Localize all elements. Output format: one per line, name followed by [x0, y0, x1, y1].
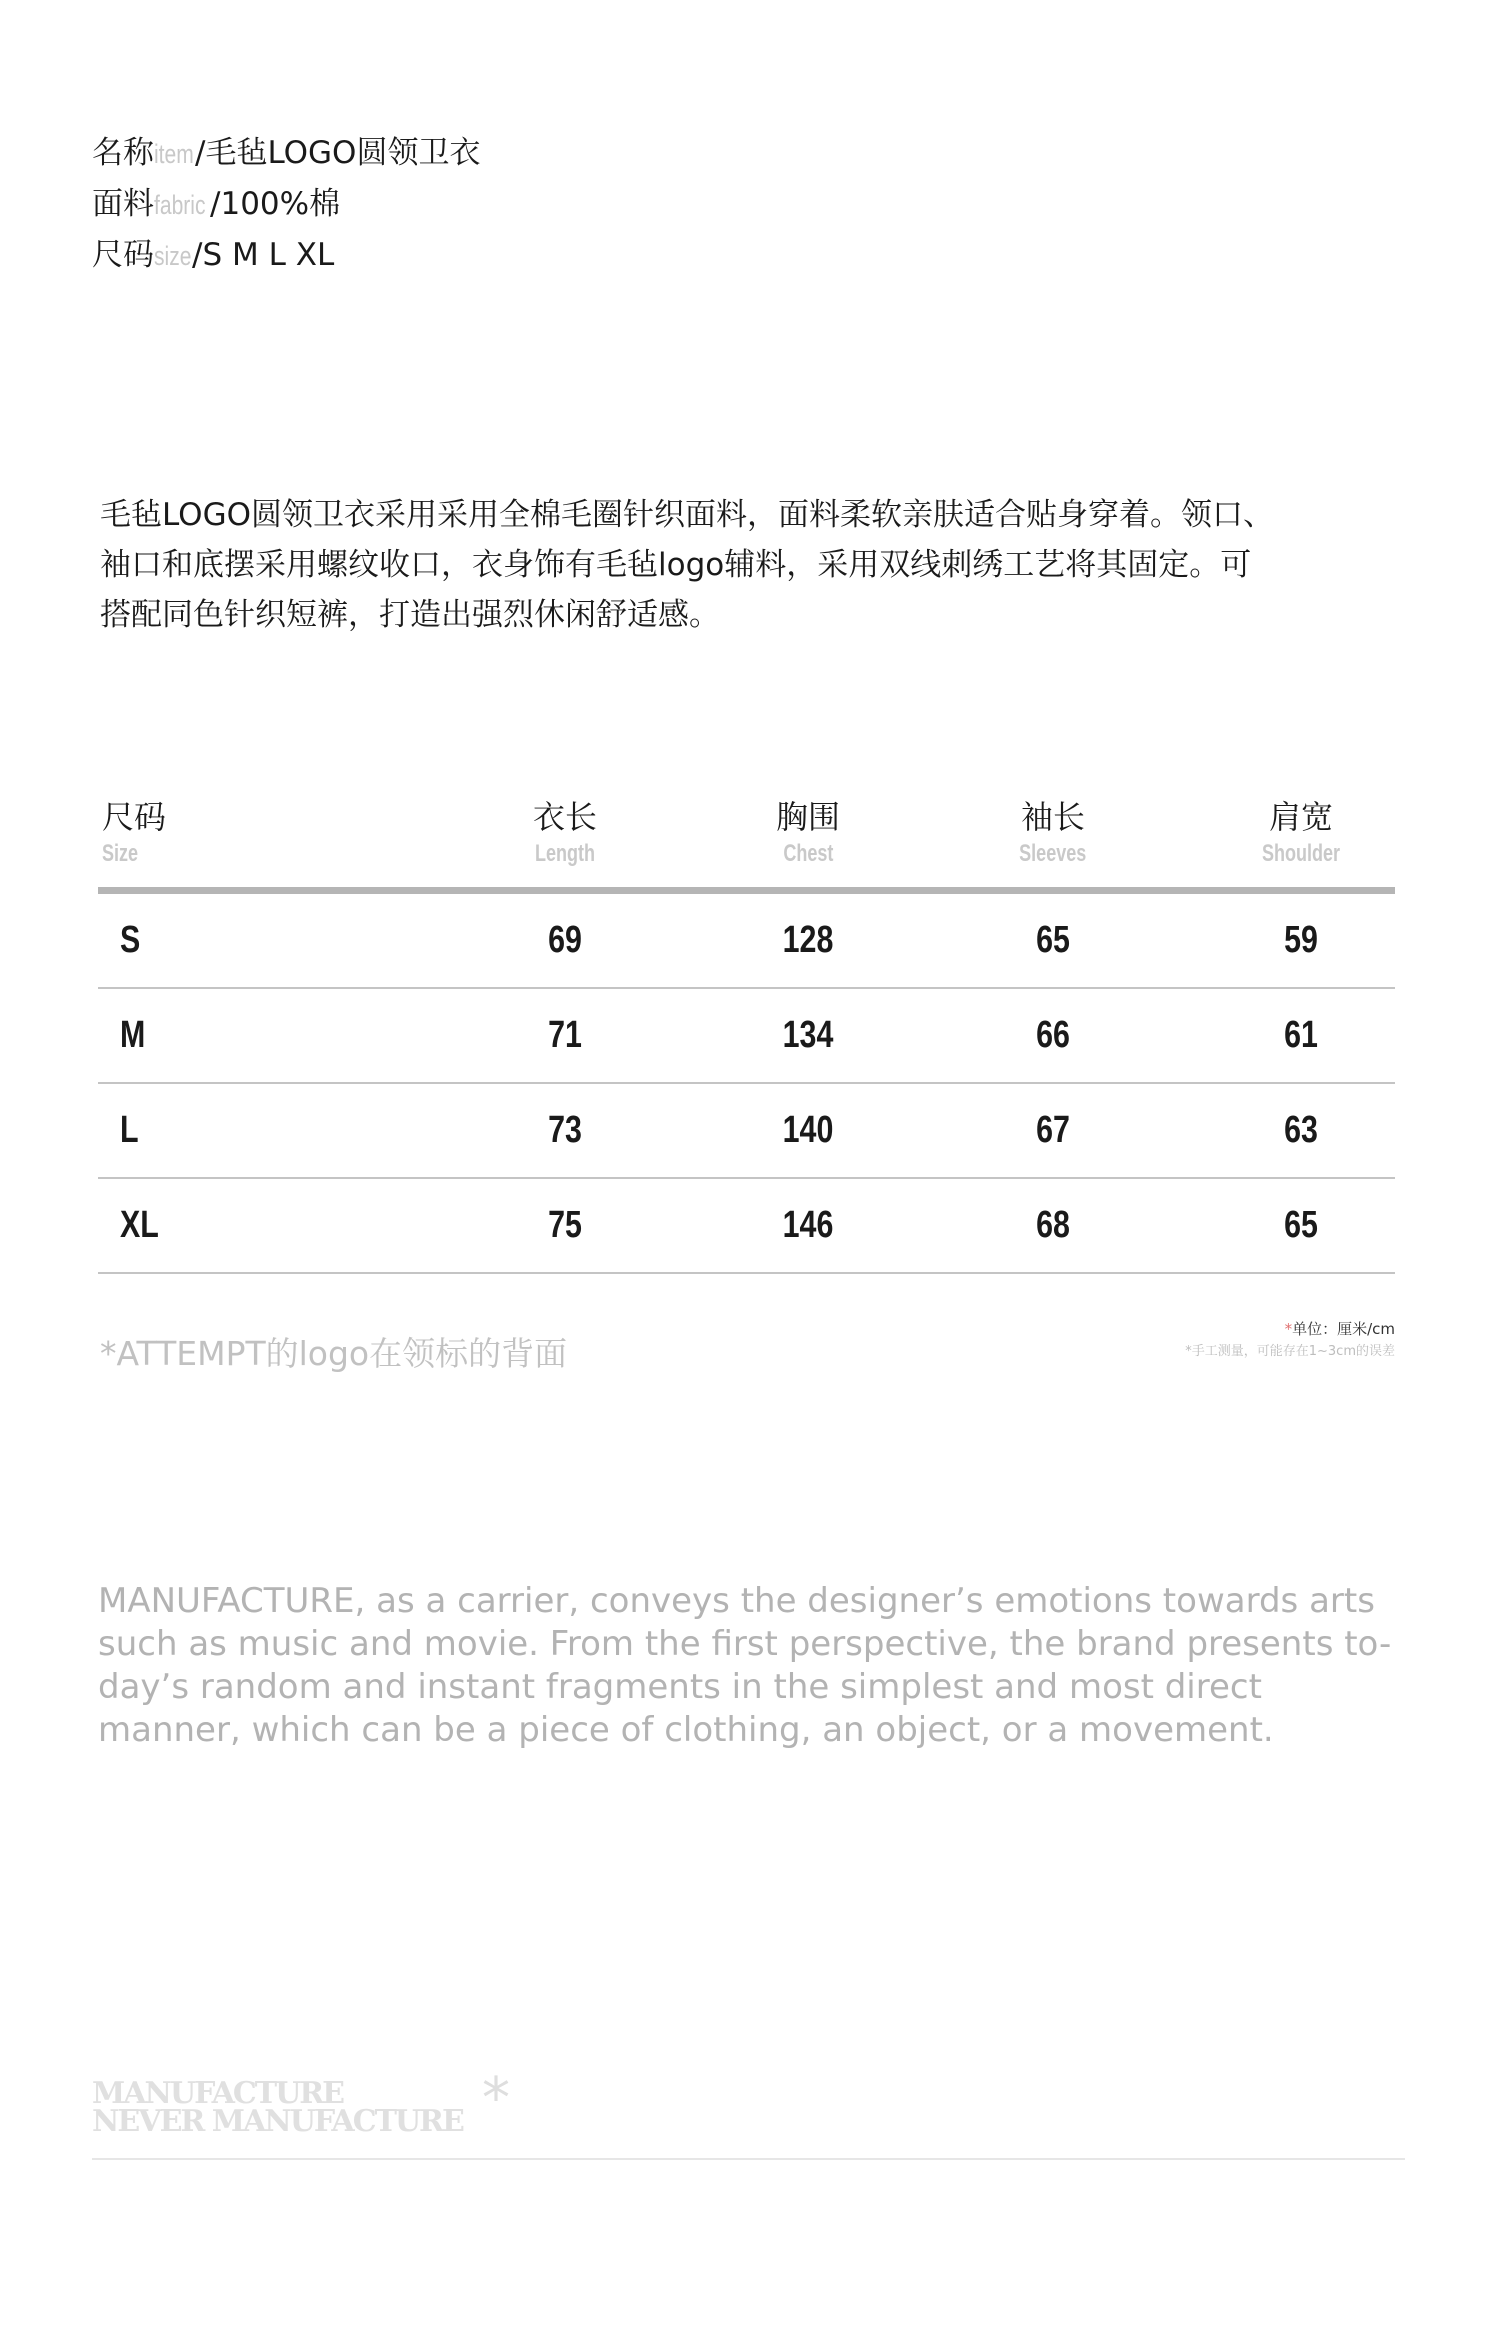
cell-shoulder: 59 — [1284, 919, 1318, 961]
item-name-value: /毛毡LOGO圆领卫衣 — [195, 135, 481, 171]
cell-size: M — [120, 1014, 146, 1056]
cell-shoulder: 63 — [1284, 1109, 1318, 1151]
brand-statement-line: such as music and movie. From the first perspective, the brand presents to- — [98, 1624, 1392, 1664]
header-chest-en: Chest — [782, 840, 834, 867]
bottom-divider — [92, 2158, 1405, 2160]
fabric-line — [92, 179, 480, 230]
cell-length: 69 — [548, 919, 582, 961]
cell-chest: 134 — [782, 1014, 834, 1056]
cell-sleeves: 66 — [1036, 1014, 1070, 1056]
item-name-label: 名称 — [92, 135, 154, 171]
cell-length: 73 — [548, 1109, 582, 1151]
header-size-zh: 尺码 — [102, 798, 167, 836]
item-name-en: item — [154, 139, 194, 169]
logo-location-note: *ATTEMPT的logo在领标的背面 — [100, 1334, 568, 1373]
brand-statement-line: MANUFACTURE, as a carrier, conveys the designer’s emotions towards arts — [98, 1581, 1375, 1621]
header-sleeves-en: Sleeves — [1019, 840, 1087, 867]
table-row — [98, 989, 1395, 1084]
item-name-line — [92, 128, 480, 179]
unit-star: * — [1284, 1320, 1293, 1338]
header-sleeves — [988, 795, 1118, 869]
logo-line-1: MANUFACTURE — [92, 2076, 344, 2111]
header-sleeves-zh: 袖长 — [1020, 798, 1085, 836]
size-en: size — [154, 241, 192, 271]
cell-sleeves: 68 — [1036, 1204, 1070, 1246]
table-row — [98, 1179, 1395, 1274]
header-chest-zh: 胸围 — [775, 798, 840, 836]
cell-shoulder: 61 — [1284, 1014, 1318, 1056]
table-row — [98, 1084, 1395, 1179]
cell-sleeves: 65 — [1036, 919, 1070, 961]
cell-chest: 128 — [782, 919, 834, 961]
product-info — [92, 128, 480, 281]
cell-size: S — [120, 919, 141, 961]
brand-statement-line: day’s random and instant fragments in the simplest and most direct — [98, 1667, 1262, 1707]
size-table — [98, 795, 1395, 1246]
cell-length: 71 — [548, 1014, 582, 1056]
header-shoulder-en: Shoulder — [1261, 840, 1340, 867]
description-line: 袖口和底摆采用螺纹收口，衣身饰有毛毡logo辅料，采用双线刺绣工艺将其固定。可 — [100, 547, 1252, 583]
header-length-zh: 衣长 — [532, 798, 597, 836]
description-line: 毛毡LOGO圆领卫衣采用采用全棉毛圈针织面料，面料柔软亲肤适合贴身穿着。领口、 — [100, 497, 1274, 533]
header-chest — [743, 795, 873, 869]
header-length-en: Length — [534, 840, 595, 867]
description-line: 搭配同色针织短裤，打造出强烈休闲舒适感。 — [100, 597, 720, 633]
header-shoulder-zh: 肩宽 — [1268, 798, 1333, 836]
cell-size: L — [120, 1109, 139, 1151]
cell-chest: 140 — [782, 1109, 834, 1151]
brand-statement-line: manner, which can be a piece of clothing, an object, or a movement. — [98, 1710, 1274, 1750]
cell-sleeves: 67 — [1036, 1109, 1070, 1151]
asterisk-icon: * — [482, 2066, 510, 2131]
table-header — [98, 795, 1395, 887]
header-length — [500, 795, 630, 869]
fabric-label: 面料 — [92, 186, 154, 222]
unit-text: 单位：厘米/cm — [1292, 1320, 1395, 1338]
cell-size: XL — [120, 1204, 159, 1246]
fabric-en: fabric — [154, 190, 206, 220]
unit-note — [1185, 1318, 1395, 1340]
header-size — [102, 795, 222, 869]
table-row — [98, 894, 1395, 989]
fabric-value: /100%棉 — [210, 186, 341, 222]
cell-length: 75 — [548, 1204, 582, 1246]
error-note: *手工测量，可能存在1~3cm的误差 — [1185, 1344, 1395, 1359]
cell-shoulder: 65 — [1284, 1204, 1318, 1246]
header-shoulder — [1231, 795, 1371, 869]
logo-line-2: NEVER MANUFACTURE — [92, 2104, 463, 2139]
brand-statement — [98, 1580, 1418, 1752]
cell-chest: 146 — [782, 1204, 834, 1246]
header-divider — [98, 887, 1395, 894]
measurement-notes — [1185, 1318, 1395, 1364]
size-line — [92, 230, 480, 281]
size-value: /S M L XL — [192, 237, 335, 273]
product-description — [100, 490, 1430, 640]
size-label: 尺码 — [92, 237, 154, 273]
brand-logo — [92, 2076, 463, 2139]
header-size-en: Size — [102, 840, 139, 867]
